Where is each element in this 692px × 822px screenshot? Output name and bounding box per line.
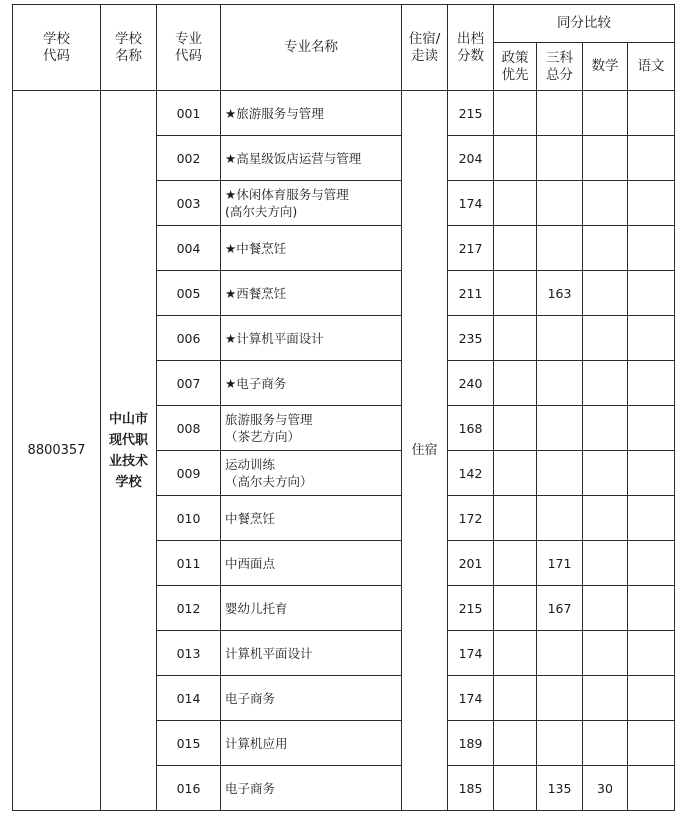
major-name-cell: ★电子商务	[221, 361, 402, 406]
policy-cell	[494, 316, 537, 361]
chinese-cell	[628, 631, 675, 676]
header-row-1	[13, 5, 675, 43]
major-name-cell: 婴幼儿托育	[221, 586, 402, 631]
header-chinese: 语文	[628, 43, 675, 91]
math-cell	[583, 586, 628, 631]
header-school-name: 学校 名称	[101, 5, 157, 91]
cutoff-score-cell: 142	[448, 451, 494, 496]
major-code-cell: 012	[157, 586, 221, 631]
math-cell	[583, 136, 628, 181]
header-cutoff-score: 出档 分数	[448, 5, 494, 91]
chinese-cell	[628, 541, 675, 586]
chinese-cell	[628, 361, 675, 406]
major-code-cell: 010	[157, 496, 221, 541]
chinese-cell	[628, 676, 675, 721]
admission-table-container	[12, 4, 675, 811]
three-total-cell: 171	[537, 541, 583, 586]
major-name-cell: 电子商务	[221, 766, 402, 811]
three-total-cell	[537, 676, 583, 721]
major-code-cell: 002	[157, 136, 221, 181]
cutoff-score-cell: 235	[448, 316, 494, 361]
three-total-cell	[537, 181, 583, 226]
major-code-cell: 004	[157, 226, 221, 271]
header-compare-group: 同分比较	[494, 5, 675, 43]
cutoff-score-cell: 185	[448, 766, 494, 811]
math-cell	[583, 271, 628, 316]
major-name-cell: ★旅游服务与管理	[221, 91, 402, 136]
cutoff-score-cell: 201	[448, 541, 494, 586]
header-math: 数学	[583, 43, 628, 91]
math-cell	[583, 316, 628, 361]
math-cell	[583, 676, 628, 721]
chinese-cell	[628, 721, 675, 766]
policy-cell	[494, 136, 537, 181]
policy-cell	[494, 181, 537, 226]
cutoff-score-cell: 174	[448, 181, 494, 226]
major-code-cell: 001	[157, 91, 221, 136]
policy-cell	[494, 676, 537, 721]
three-total-cell	[537, 136, 583, 181]
cutoff-score-cell: 211	[448, 271, 494, 316]
math-cell	[583, 91, 628, 136]
major-name-cell: 计算机应用	[221, 721, 402, 766]
header-school-code: 学校 代码	[13, 5, 101, 91]
major-name-cell: ★中餐烹饪	[221, 226, 402, 271]
three-total-cell: 167	[537, 586, 583, 631]
cutoff-score-cell: 168	[448, 406, 494, 451]
major-name-cell: ★计算机平面设计	[221, 316, 402, 361]
school-code-cell: 8800357	[13, 91, 101, 811]
policy-cell	[494, 721, 537, 766]
chinese-cell	[628, 136, 675, 181]
math-cell	[583, 496, 628, 541]
three-total-cell	[537, 316, 583, 361]
policy-cell	[494, 406, 537, 451]
policy-cell	[494, 766, 537, 811]
policy-cell	[494, 496, 537, 541]
math-cell	[583, 451, 628, 496]
three-total-cell: 163	[537, 271, 583, 316]
chinese-cell	[628, 271, 675, 316]
major-code-cell: 008	[157, 406, 221, 451]
cutoff-score-cell: 217	[448, 226, 494, 271]
three-total-cell	[537, 361, 583, 406]
cutoff-score-cell: 204	[448, 136, 494, 181]
three-total-cell	[537, 496, 583, 541]
policy-cell	[494, 586, 537, 631]
math-cell	[583, 541, 628, 586]
cutoff-score-cell: 240	[448, 361, 494, 406]
three-total-cell	[537, 91, 583, 136]
major-name-cell: 电子商务	[221, 676, 402, 721]
chinese-cell	[628, 316, 675, 361]
major-name-cell: 中餐烹饪	[221, 496, 402, 541]
math-cell	[583, 406, 628, 451]
major-code-cell: 011	[157, 541, 221, 586]
major-name-cell: 中西面点	[221, 541, 402, 586]
chinese-cell	[628, 496, 675, 541]
major-name-cell: 运动训练 （高尔夫方向）	[221, 451, 402, 496]
policy-cell	[494, 631, 537, 676]
chinese-cell	[628, 91, 675, 136]
major-name-cell: 计算机平面设计	[221, 631, 402, 676]
major-code-cell: 009	[157, 451, 221, 496]
three-total-cell	[537, 226, 583, 271]
policy-cell	[494, 91, 537, 136]
math-cell	[583, 181, 628, 226]
table-row	[13, 91, 675, 136]
cutoff-score-cell: 174	[448, 676, 494, 721]
chinese-cell	[628, 406, 675, 451]
chinese-cell	[628, 451, 675, 496]
major-name-cell: ★高星级饭店运营与管理	[221, 136, 402, 181]
major-code-cell: 013	[157, 631, 221, 676]
math-cell	[583, 631, 628, 676]
three-total-cell	[537, 631, 583, 676]
cutoff-score-cell: 215	[448, 586, 494, 631]
math-cell	[583, 361, 628, 406]
policy-cell	[494, 451, 537, 496]
cutoff-score-cell: 189	[448, 721, 494, 766]
header-lodging: 住宿/ 走读	[402, 5, 448, 91]
policy-cell	[494, 361, 537, 406]
header-major-code: 专业 代码	[157, 5, 221, 91]
cutoff-score-cell: 215	[448, 91, 494, 136]
chinese-cell	[628, 766, 675, 811]
major-name-cell: ★休闲体育服务与管理 (高尔夫方向)	[221, 181, 402, 226]
math-cell	[583, 226, 628, 271]
header-policy-priority: 政策 优先	[494, 43, 537, 91]
table-body	[13, 91, 675, 811]
chinese-cell	[628, 181, 675, 226]
cutoff-score-cell: 174	[448, 631, 494, 676]
policy-cell	[494, 226, 537, 271]
lodging-cell: 住宿	[402, 91, 448, 811]
math-cell: 30	[583, 766, 628, 811]
header-major-name: 专业名称	[221, 5, 402, 91]
header-three-subject-total: 三科 总分	[537, 43, 583, 91]
admission-score-table	[12, 4, 675, 811]
major-code-cell: 006	[157, 316, 221, 361]
three-total-cell: 135	[537, 766, 583, 811]
chinese-cell	[628, 226, 675, 271]
chinese-cell	[628, 586, 675, 631]
major-name-cell: ★西餐烹饪	[221, 271, 402, 316]
cutoff-score-cell: 172	[448, 496, 494, 541]
school-name-cell: 中山市 现代职 业技术 学校	[101, 91, 157, 811]
major-code-cell: 003	[157, 181, 221, 226]
major-name-cell: 旅游服务与管理 （茶艺方向）	[221, 406, 402, 451]
three-total-cell	[537, 721, 583, 766]
three-total-cell	[537, 451, 583, 496]
policy-cell	[494, 541, 537, 586]
major-code-cell: 015	[157, 721, 221, 766]
major-code-cell: 016	[157, 766, 221, 811]
policy-cell	[494, 271, 537, 316]
three-total-cell	[537, 406, 583, 451]
major-code-cell: 014	[157, 676, 221, 721]
math-cell	[583, 721, 628, 766]
major-code-cell: 007	[157, 361, 221, 406]
major-code-cell: 005	[157, 271, 221, 316]
